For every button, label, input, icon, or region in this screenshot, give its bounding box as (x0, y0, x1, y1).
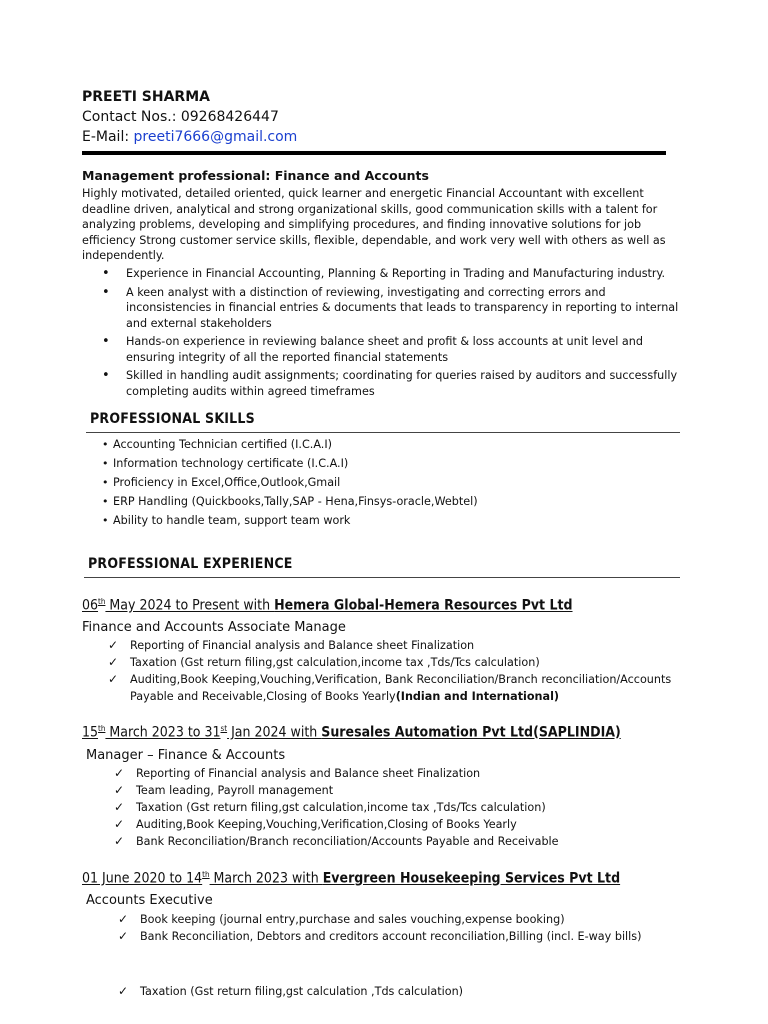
list-item: ✓ Auditing,Book Keeping,Vouching,Verification, Bank Reconciliation/Branch reconciliation/Accounts Payable and Receivable,Closing of Books Yearly(Indian and International) (108, 671, 678, 705)
list-item: ✓ Taxation (Gst return filing,gst calculation,income tax ,Tds/Tcs calculation) (108, 654, 678, 671)
job-2-company: Suresales Automation Pvt Ltd(SAPLINDIA) (321, 724, 621, 741)
email-link[interactable]: preeti7666@gmail.com (133, 129, 298, 145)
job-3-duties (118, 911, 678, 945)
job-1-heading: 06th May 2024 to Present with Hemera Global-Hemera Resources Pvt Ltd (82, 597, 573, 614)
job-1-duties (108, 637, 678, 705)
job-3-company: Evergreen Housekeeping Services Pvt Ltd (322, 870, 621, 887)
email-line (82, 129, 297, 145)
list-item: ✓ Team leading, Payroll management (114, 782, 674, 799)
list-item: ✓ Bank Reconciliation, Debtors and creditors account reconciliation,Billing (incl. E-way bills) (118, 928, 678, 945)
list-item: ✓ Bank Reconciliation/Branch reconciliation/Accounts Payable and Receivable (114, 833, 674, 850)
job-1-company: Hemera Global-Hemera Resources Pvt Ltd (274, 597, 573, 614)
list-item: • Skilled in handling audit assignments; coordinating for queries raised by auditors and successfully completing audits within agreed timeframes (102, 368, 682, 399)
job-3-duties-continued (118, 983, 678, 1000)
list-item: • Accounting Technician certified (I.C.A.I) (102, 435, 478, 454)
list-item: • Information technology certificate (I.C.A.I) (102, 454, 478, 473)
experience-heading: PROFESSIONAL EXPERIENCE (88, 556, 293, 572)
list-item: ✓ Auditing,Book Keeping,Vouching,Verification,Closing of Books Yearly (114, 816, 674, 833)
job-3-heading: 01 June 2020 to 14th March 2023 with Evergreen Housekeeping Services Pvt Ltd (82, 870, 621, 887)
candidate-name: PREETI SHARMA (82, 89, 210, 105)
summary-bullets (102, 266, 682, 402)
list-item: • Proficiency in Excel,Office,Outlook,Gmail (102, 473, 478, 492)
job-3-role: Accounts Executive (86, 893, 213, 908)
list-item: • Hands-on experience in reviewing balance sheet and profit & loss accounts at unit level and ensuring integrity of all the reported financial statements (102, 334, 682, 365)
skills-divider (86, 432, 680, 433)
job-2-heading: 15th March 2023 to 31st Jan 2024 with Suresales Automation Pvt Ltd(SAPLINDIA) (82, 724, 621, 741)
job-2-duties (114, 765, 674, 850)
job-2-role: Manager – Finance & Accounts (86, 748, 286, 763)
list-item: • A keen analyst with a distinction of reviewing, investigating and correcting errors and inconsistencies in financial entries & documents that leads to transparency in reporting to internal and external stakeholders (102, 285, 682, 332)
list-item: ✓ Taxation (Gst return filing,gst calculation ,Tds calculation) (118, 983, 678, 1000)
list-item: ✓ Reporting of Financial analysis and Balance sheet Finalization (114, 765, 674, 782)
skills-list (102, 435, 478, 530)
contact-number: Contact Nos.: 09268426447 (82, 109, 279, 125)
list-item: • ERP Handling (Quickbooks,Tally,SAP - Hena,Finsys-oracle,Webtel) (102, 492, 478, 511)
list-item: • Ability to handle team, support team work (102, 511, 478, 530)
summary-title: Management professional: Finance and Accounts (82, 168, 429, 183)
experience-divider (84, 577, 680, 578)
summary-text: Highly motivated, detailed oriented, quick learner and energetic Financial Accountant with excellent deadline driven, analytical and strong organizational skills, good communication skills with a talent for analyzing problems, developing and simplifying procedures, and finding innovative solutions for job efficiency Strong customer service skills, flexible, dependable, and work very well with others as well as independently. (82, 187, 666, 262)
list-item: ✓ Book keeping (journal entry,purchase and sales vouching,expense booking) (118, 911, 678, 928)
list-item: ✓ Taxation (Gst return filing,gst calculation,income tax ,Tds/Tcs calculation) (114, 799, 674, 816)
skills-heading: PROFESSIONAL SKILLS (90, 411, 255, 427)
header-divider (82, 151, 666, 155)
list-item: • Experience in Financial Accounting, Planning & Reporting in Trading and Manufacturing industry. (102, 266, 682, 282)
list-item: ✓ Reporting of Financial analysis and Balance sheet Finalization (108, 637, 678, 654)
job-1-role: Finance and Accounts Associate Manage (82, 620, 346, 635)
email-label: E-Mail: (82, 129, 134, 145)
